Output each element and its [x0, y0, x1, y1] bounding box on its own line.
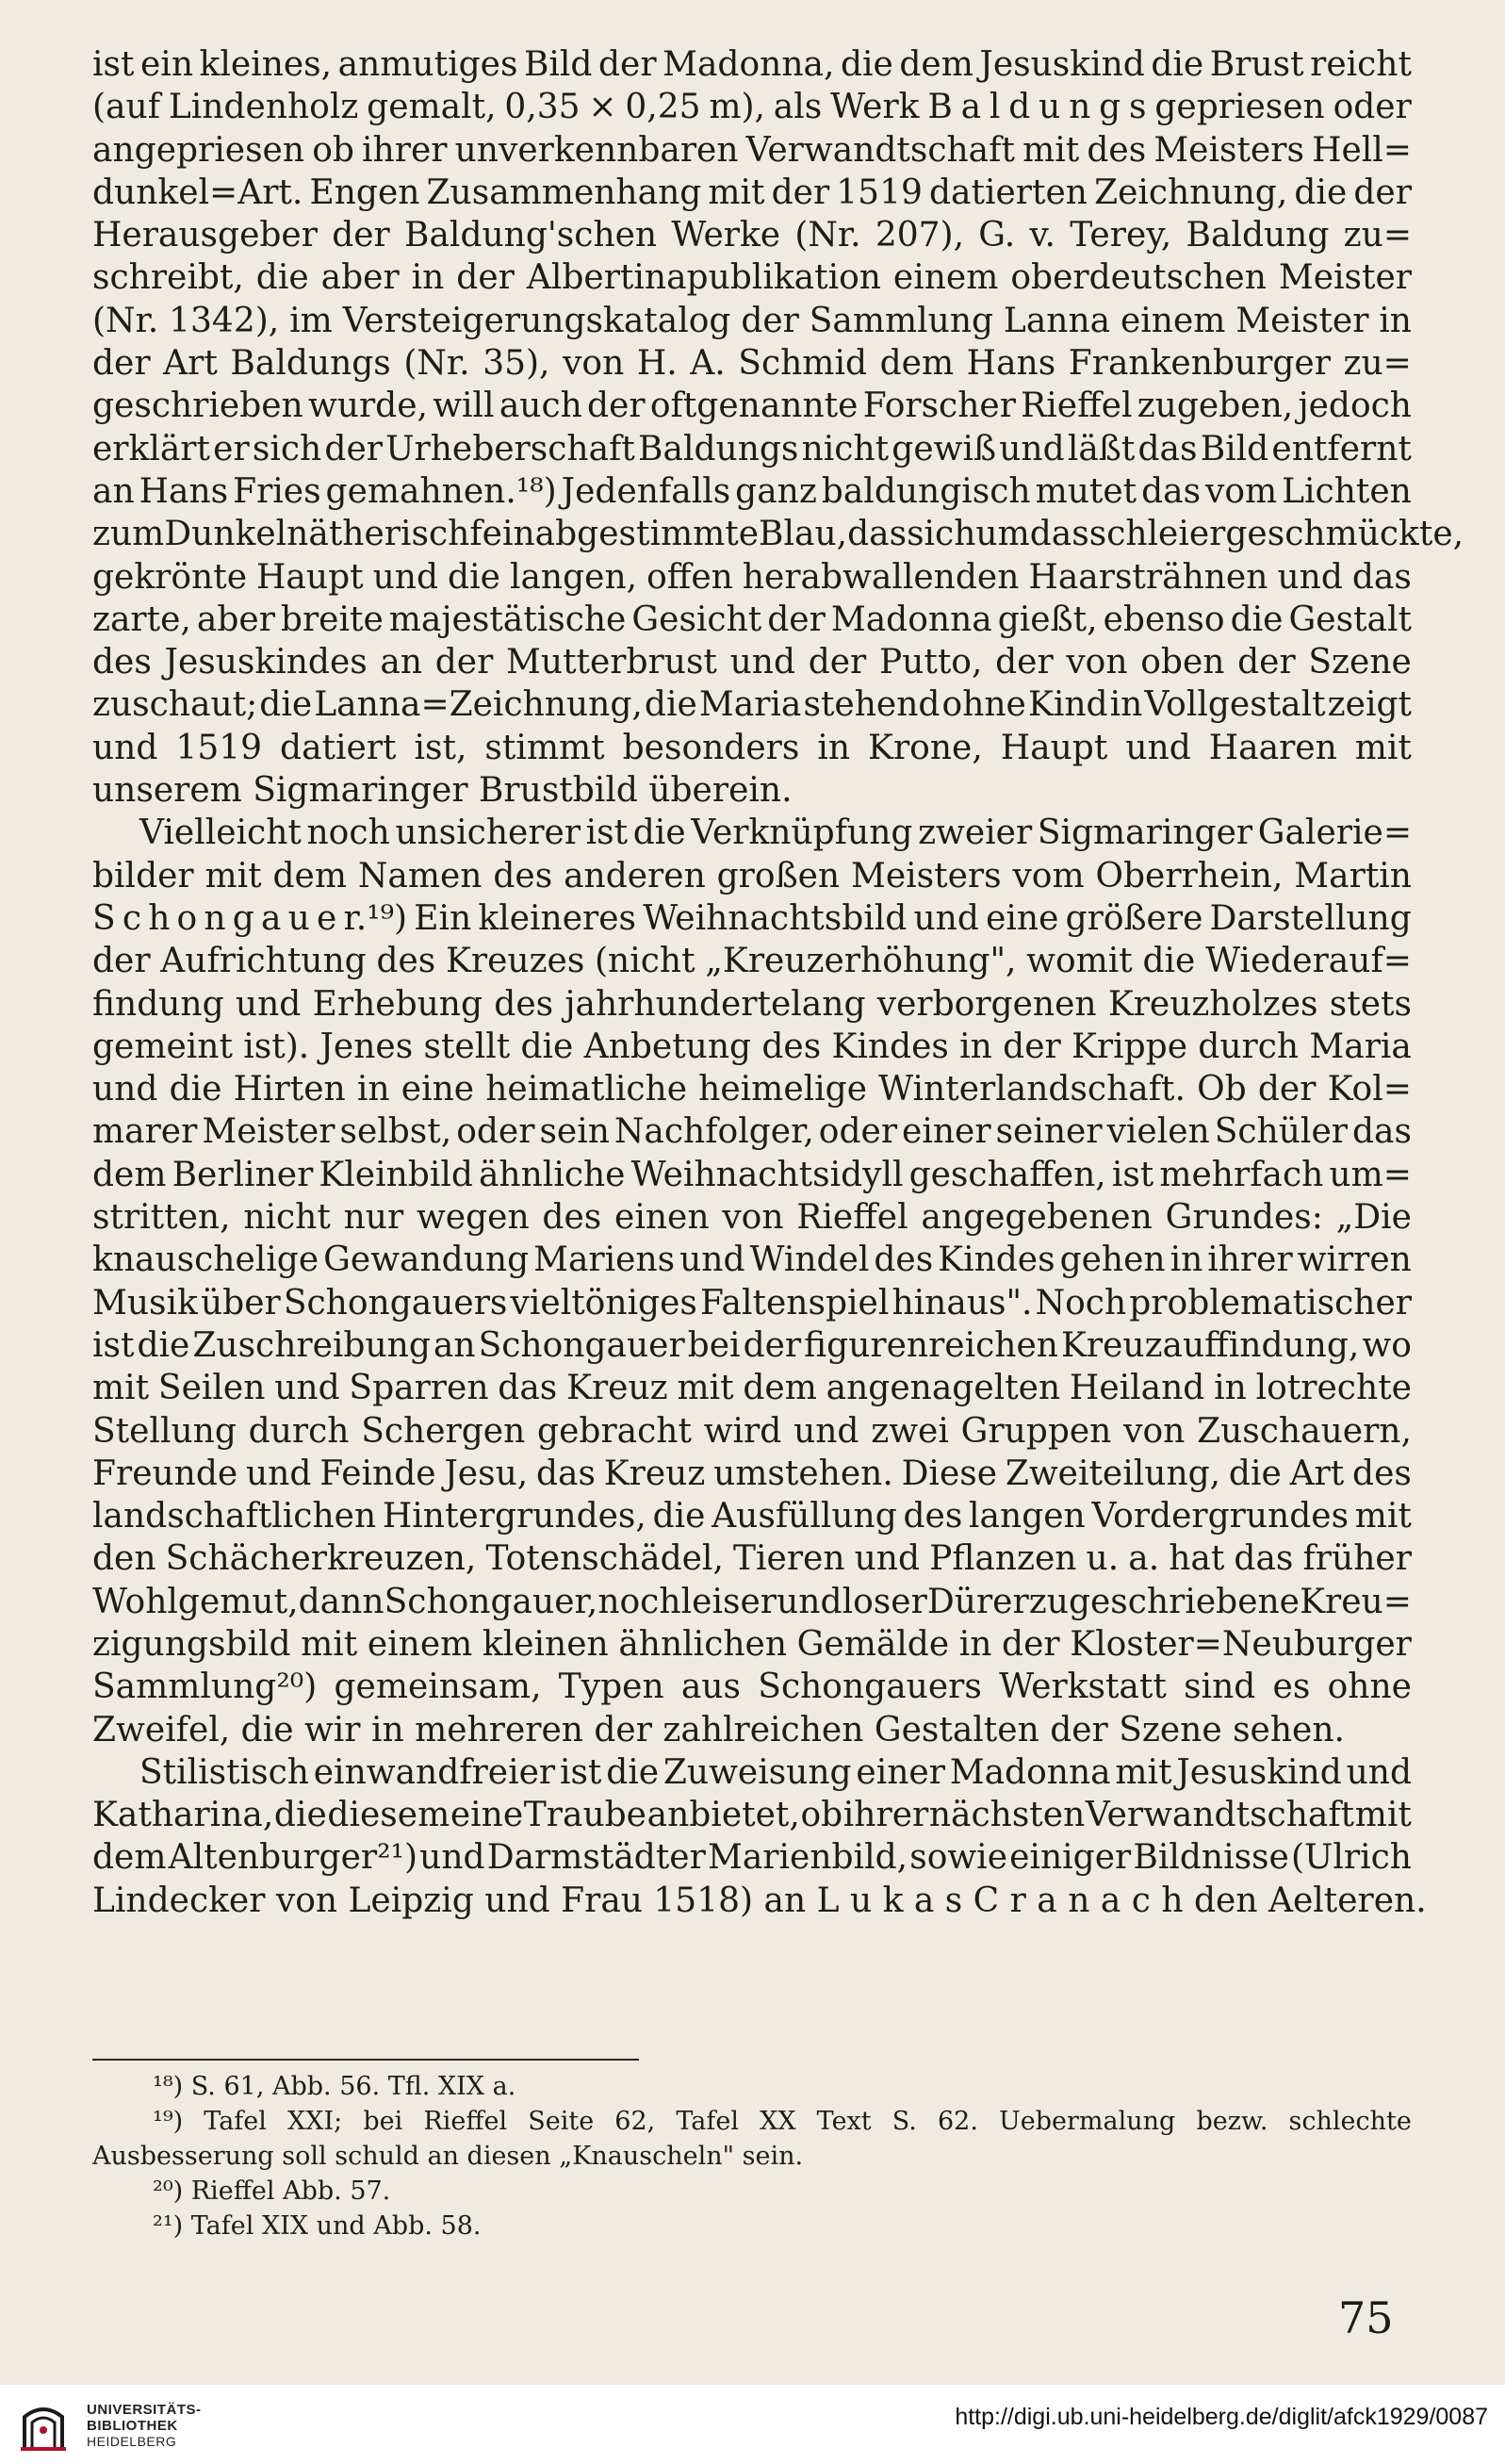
body-text — [92, 43, 1464, 1922]
text-line: mit Seilen und Sparren das Kreuz mit dem angenagelten Heiland in lotrechte — [92, 1369, 1412, 1408]
text-line: des Jesuskindes an der Mutterbrust und der Putto, der von oben der Szene — [92, 643, 1412, 682]
text-line: marer Meister selbst, oder sein Nachfolger, oder einer seiner vielen Schüler das — [92, 1112, 1412, 1152]
text-line: geschrieben wurde, will auch der oftgenannte Forscher Rieffel zugeben, jedoch — [92, 386, 1412, 426]
text-line: gekrönte Haupt und die langen, offen herabwallenden Haarsträhnen und das — [92, 557, 1412, 597]
text-line: der Art Baldungs (Nr. 35), von H. A. Schmid dem Hans Frankenburger zu= — [92, 344, 1412, 384]
footnote-line: ¹⁸) S. 61, Abb. 56. Tfl. XIX a. — [153, 2072, 516, 2101]
text-line: findung und Erhebung des jahrhundertelang verborgenen Kreuzholzes stets — [92, 984, 1412, 1024]
text-line: Musik über Schongauers vieltöniges Faltenspiel hinaus". Noch problematischer — [92, 1283, 1412, 1322]
text-line: Vielleicht noch unsicherer ist die Verknüpfung zweier Sigmaringer Galerie= — [139, 813, 1412, 853]
text-line: landschaftlichen Hintergrundes, die Ausfüllung des langen Vordergrundes mit — [92, 1497, 1412, 1536]
text-line: Stellung durch Schergen gebracht wird und zwei Gruppen von Zuschauern, — [92, 1411, 1412, 1451]
text-line: angepriesen ob ihrer unverkennbaren Verwandtschaft mit des Meisters Hell= — [92, 130, 1412, 170]
text-line: Stilistisch einwandfreier ist die Zuweisung einer Madonna mit Jesuskind und — [139, 1752, 1412, 1792]
library-name — [87, 2402, 202, 2450]
text-line: dunkel=Art. Engen Zusammenhang mit der 1519 datierten Zeichnung, die der — [92, 172, 1412, 212]
text-line: zarte, aber breite majestätische Gesicht der Madonna gießt, ebenso die Gestalt — [92, 600, 1412, 639]
text-line: Herausgeber der Baldung'schen Werke (Nr. 207), G. v. Terey, Baldung zu= — [92, 216, 1412, 255]
text-line: Wohlgemut, dann Schongauer, noch leiser und loser Dürer zugeschriebene Kreu= — [92, 1582, 1412, 1621]
text-line: schreibt, die aber in der Albertinapublikation einem oberdeutschen Meister — [92, 258, 1412, 298]
text-line: dem Berliner Kleinbild ähnliche Weihnachtsidyll geschaffen, ist mehrfach um= — [92, 1155, 1412, 1194]
footnote-line: ²¹) Tafel XIX und Abb. 58. — [153, 2211, 482, 2241]
footnote-line: Ausbesserung soll schuld an diesen „Knauscheln" sein. — [92, 2142, 804, 2171]
text-line: dem Altenburger²¹) und Darmstädter Marienbild, sowie einiger Bildnisse (Ulrich — [92, 1838, 1412, 1878]
text-line: erklärt er sich der Urheberschaft Baldungs nicht gewiß und läßt das Bild entfernt — [92, 429, 1412, 468]
text-line: zigungsbild mit einem kleinen ähnlichen Gemälde in der Kloster=Neuburger — [92, 1624, 1412, 1664]
text-line: S c h o n g a u e r.¹⁹) Ein kleineres Weihnachtsbild und eine größere Darstellung — [92, 898, 1412, 938]
text-line: bilder mit dem Namen des anderen großen Meisters vom Oberrhein, Martin — [92, 856, 1412, 895]
text-line: unserem Sigmaringer Brustbild überein. — [92, 771, 793, 811]
text-line: ist die Zuschreibung an Schongauer bei der figurenreichen Kreuzauffindung, wo — [92, 1325, 1412, 1365]
university-library-logo-icon — [17, 2398, 70, 2455]
text-line: und die Hirten in eine heimatliche heimelige Winterlandschaft. Ob der Kol= — [92, 1070, 1412, 1109]
text-line: Zweifel, die wir in mehreren der zahlreichen Gestalten der Szene sehen. — [92, 1710, 1345, 1749]
text-line: (Nr. 1342), im Versteigerungskatalog der Sammlung Lanna einem Meister in — [92, 301, 1412, 340]
footnotes — [92, 2069, 1412, 2243]
text-line: der Aufrichtung des Kreuzes (nicht „Kreuzerhöhung", womit die Wiederauf= — [92, 942, 1412, 981]
footnote-line: ²⁰) Rieffel Abb. 57. — [153, 2177, 391, 2206]
text-line: stritten, nicht nur wegen des einen von Rieffel angegebenen Grundes: „Die — [92, 1198, 1412, 1238]
text-line: Lindecker von Leipzig und Frau 1518) an L u k a s C r a n a c h den Aelteren. — [92, 1881, 1427, 1920]
text-line: zum Dunkeln ätherisch fein abgestimmte Blau, das sich um das schleiergeschmückte, — [92, 515, 1464, 554]
text-line: knauschelige Gewandung Mariens und Windel des Kindes gehen in ihrer wirren — [92, 1240, 1412, 1280]
source-url-link[interactable]: http://digi.ub.uni-heidelberg.de/diglit/afck1929/0087 — [955, 2404, 1488, 2430]
library-name-line1: UNIVERSITÄTS- — [87, 2402, 202, 2418]
text-line: den Schächerkreuzen, Totenschädel, Tieren und Pflanzen u. a. hat das früher — [92, 1539, 1412, 1579]
text-line: gemeint ist). Jenes stellt die Anbetung des Kindes in der Krippe durch Maria — [92, 1027, 1412, 1066]
library-name-line2: BIBLIOTHEK — [87, 2418, 178, 2434]
text-line: ist ein kleines, anmutiges Bild der Madonna, die dem Jesuskind die Brust reicht — [92, 45, 1412, 84]
text-line: (auf Lindenholz gemalt, 0,35 × 0,25 m), als Werk B a l d u n g s gepriesen oder — [92, 88, 1412, 127]
library-footer — [0, 2385, 1505, 2464]
page-number: 75 — [1338, 2292, 1394, 2343]
text-line: Katharina, die diesem eine Traube anbietet, ob ihrer nächsten Verwandtschaft mit — [92, 1796, 1412, 1835]
text-line: an Hans Fries gemahnen.¹⁸) Jedenfalls ganz baldungisch mutet das vom Lichten — [92, 471, 1412, 511]
footnote-rule — [92, 2059, 639, 2061]
text-line: und 1519 datiert ist, stimmt besonders in Krone, Haupt und Haaren mit — [92, 728, 1412, 767]
text-line: zuschaut; die Lanna=Zeichnung, die Maria stehend ohne Kind in Vollgestalt zeigt — [92, 685, 1412, 725]
footnote-line: ¹⁹) Tafel XXI; bei Rieffel Seite 62, Tafel XX Text S. 62. Uebermalung bezw. schlechte — [153, 2107, 1412, 2136]
library-name-line3: HEIDELBERG — [87, 2434, 177, 2449]
text-line: Freunde und Feinde Jesu, das Kreuz umstehen. Diese Zweiteilung, die Art des — [92, 1454, 1412, 1493]
text-line: Sammlung²⁰) gemeinsam, Typen aus Schongauers Werkstatt sind es ohne — [92, 1667, 1412, 1707]
